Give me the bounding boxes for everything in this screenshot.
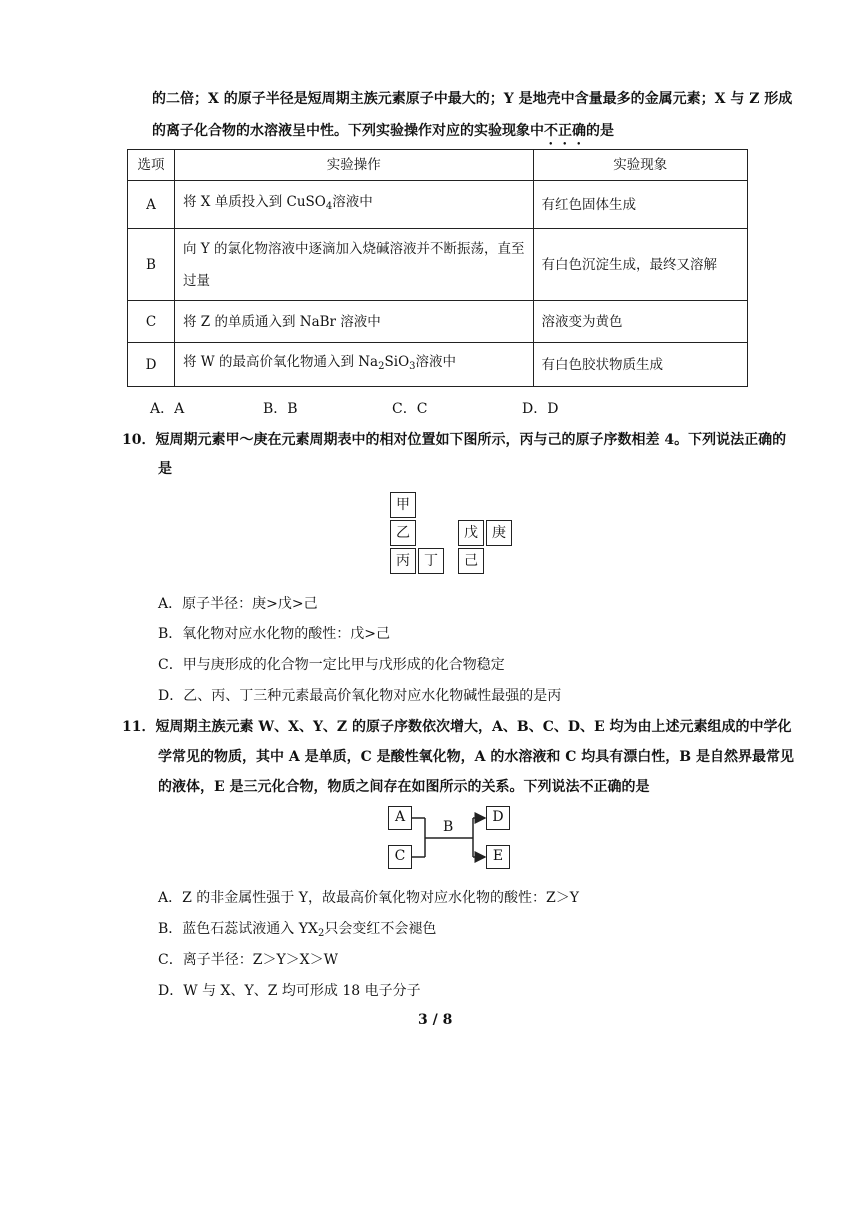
table-row (128, 301, 748, 343)
row-option: B (128, 229, 175, 301)
flow-box-c: C (388, 845, 412, 869)
cell-ji: 己 (458, 548, 484, 574)
table-header-row (128, 150, 748, 181)
operation-text: 将 X 单质投入到 CuSO (183, 194, 326, 210)
operation-text-2: 过量 (183, 272, 210, 289)
question-number: 11． (122, 719, 156, 735)
q11-option-c[interactable]: C．离子半径：Z＞Y＞X＞W (158, 952, 339, 968)
row-option: C (128, 301, 175, 343)
flow-box-e: E (486, 845, 510, 869)
q9-option-c[interactable]: C．C (392, 401, 428, 417)
row-option: D (128, 343, 175, 387)
row-phenomenon: 有红色固体生成 (533, 181, 748, 229)
page-number: 3 / 8 (418, 1012, 453, 1028)
operation-text: 向 Y 的氯化物溶液中逐滴加入烧碱溶液并不断振荡，直至 (183, 240, 525, 257)
q10-option-a[interactable]: A．原子半径：庚>戊>己 (158, 596, 318, 612)
intro-line-2 (152, 120, 614, 148)
row-phenomenon: 有白色胶状物质生成 (533, 343, 748, 387)
row-operation: 将 Z 的单质通入到 NaBr 溶液中 (175, 301, 534, 343)
row-option: A (128, 181, 175, 229)
header-option: 选项 (128, 150, 175, 181)
q11-stem-line-2: 学常见的物质，其中 A 是单质，C 是酸性氧化物，A 的水溶液和 C 均具有漂白性，B 是自然界最常见 (158, 749, 794, 765)
experiment-table (127, 149, 748, 387)
subscript: 2 (317, 928, 325, 939)
emphasis-not-correct: 不正确 (544, 123, 586, 139)
cell-geng: 庚 (486, 520, 512, 546)
cell-wu: 戊 (458, 520, 484, 546)
option-text: B．蓝色石蕊试液通入 YX (158, 921, 318, 937)
intro-line-1: 的二倍；X 的原子半径是短周期主族元素原子中最大的；Y 是地壳中含量最多的金属元素；X 与 Z 形成 (152, 91, 793, 107)
row-operation (175, 181, 534, 229)
q11-option-b[interactable] (158, 918, 436, 939)
option-tail: 只会变红不会褪色 (324, 921, 437, 937)
subscript: 4 (325, 201, 333, 212)
q9-option-b[interactable]: B．B (263, 401, 298, 417)
table-row (128, 343, 748, 387)
operation-text: 将 W 的最高价氧化物通入到 Na (183, 354, 379, 370)
q11-stem-line-1 (122, 716, 792, 736)
q10-stem-line-2: 是 (158, 461, 172, 477)
subscript: 3 (409, 361, 416, 372)
table-row (128, 229, 748, 301)
q11-stem-line-3: 的液体，E 是三元化合物，物质之间存在如图所示的关系。下列说法不正确的是 (158, 779, 650, 795)
q10-stem-line-1 (122, 429, 786, 449)
question-number: 10． (122, 432, 156, 448)
q10-option-b[interactable]: B．氧化物对应水化物的酸性：戊>己 (158, 626, 391, 642)
cell-yi: 乙 (390, 520, 416, 546)
intro-text: 的离子化合物的水溶液呈中性。下列实验操作对应的实验现象中 (152, 123, 544, 139)
operation-tail: 溶液中 (332, 194, 373, 210)
header-phenomenon: 实验现象 (533, 150, 748, 181)
row-phenomenon: 有白色沉淀生成，最终又溶解 (533, 229, 748, 301)
row-operation (175, 343, 534, 387)
table-row (128, 181, 748, 229)
q9-options (150, 398, 650, 418)
header-operation: 实验操作 (175, 150, 534, 181)
flow-box-a: A (388, 806, 412, 830)
operation-mid: SiO (384, 354, 410, 370)
flow-box-d: D (486, 806, 510, 830)
question-stem: 短周期元素甲～庚在元素周期表中的相对位置如下图所示，丙与己的原子序数相差 4。下列说法正确的 (155, 432, 787, 448)
flow-label-b: B (443, 819, 454, 835)
q11-option-a[interactable]: A．Z 的非金属性强于 Y，故最高价氧化物对应水化物的酸性：Z＞Y (158, 890, 579, 906)
subscript: 2 (378, 361, 385, 372)
cell-ding: 丁 (418, 548, 444, 574)
reaction-flow-diagram (385, 805, 515, 873)
intro-text-end: 的是 (586, 123, 614, 139)
q9-option-d[interactable]: D．D (522, 401, 559, 417)
q11-option-d[interactable]: D．W 与 X、Y、Z 均可形成 18 电子分子 (158, 983, 421, 999)
row-operation (175, 229, 534, 301)
q10-option-d[interactable]: D．乙、丙、丁三种元素最高价氧化物对应水化物碱性最强的是丙 (158, 688, 562, 704)
q9-option-a[interactable]: A．A (150, 401, 185, 417)
cell-bing: 丙 (390, 548, 416, 574)
operation-tail: 溶液中 (415, 354, 457, 370)
q10-option-c[interactable]: C．甲与庚形成的化合物一定比甲与戊形成的化合物稳定 (158, 657, 505, 673)
row-phenomenon: 溶液变为黄色 (533, 301, 748, 343)
cell-jia: 甲 (390, 492, 416, 518)
question-stem: 短周期主族元素 W、X、Y、Z 的原子序数依次增大，A、B、C、D、E 均为由上述元素组成的中学化 (155, 719, 792, 735)
